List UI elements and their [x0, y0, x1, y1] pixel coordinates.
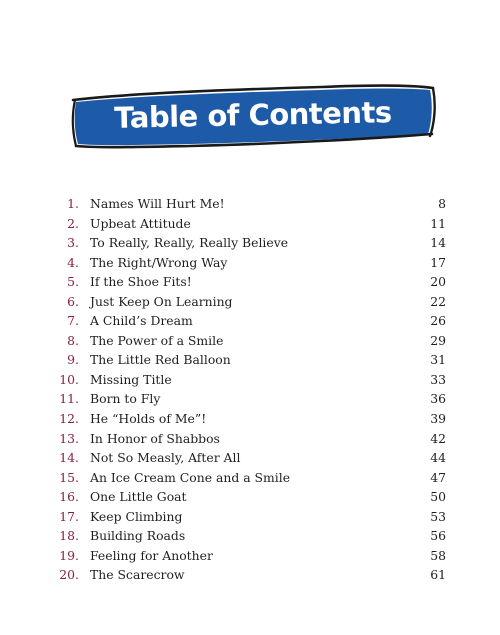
toc-entry-number: 13. — [59, 430, 79, 446]
toc-entry-page: 44 — [430, 450, 446, 466]
toc-entry[interactable] — [56, 409, 446, 429]
toc-entry[interactable] — [56, 350, 446, 370]
toc-entry-page: 42 — [430, 430, 446, 446]
title-banner — [70, 84, 436, 150]
toc-entry[interactable] — [56, 526, 446, 546]
toc-entry-title: Feeling for Another — [90, 547, 213, 563]
toc-entry-page: 14 — [430, 235, 446, 251]
toc-entry-page: 39 — [430, 411, 446, 427]
toc-entry-page: 11 — [430, 215, 446, 231]
toc-entry-title: An Ice Cream Cone and a Smile — [90, 469, 291, 485]
toc-entry-number: 12. — [59, 411, 79, 427]
toc-entry-title: The Little Red Balloon — [90, 352, 231, 368]
toc-entry[interactable] — [56, 546, 446, 566]
toc-entry-title: Just Keep On Learning — [90, 293, 233, 309]
table-of-contents — [56, 194, 446, 585]
toc-entry-page: 56 — [430, 528, 446, 544]
toc-entry-number: 1. — [67, 196, 79, 211]
toc-entry[interactable] — [56, 370, 446, 390]
toc-entry-number: 4. — [67, 254, 79, 270]
toc-entry-title: Names Will Hurt Me! — [90, 196, 225, 211]
toc-entry-page: 8 — [438, 196, 446, 211]
toc-entry[interactable] — [56, 448, 446, 468]
toc-entry[interactable] — [56, 487, 446, 507]
page-title: Table of Contents — [113, 95, 392, 135]
toc-entry-page: 29 — [430, 332, 446, 348]
toc-entry-title: The Power of a Smile — [90, 332, 224, 348]
toc-entry-title: The Scarecrow — [90, 567, 185, 583]
toc-entry-number: 17. — [59, 508, 79, 524]
toc-entry[interactable] — [56, 272, 446, 292]
toc-entry[interactable] — [56, 507, 446, 527]
toc-entry-title: Building Roads — [90, 528, 186, 544]
toc-entry-page: 58 — [430, 547, 446, 563]
toc-entry-number: 20. — [59, 567, 79, 583]
toc-entry[interactable] — [56, 565, 446, 585]
toc-entry-title: Not So Measly, After All — [90, 450, 241, 466]
toc-entry-number: 19. — [59, 547, 79, 563]
toc-entry-page: 50 — [430, 489, 446, 505]
toc-entry-number: 8. — [67, 332, 79, 348]
toc-entry-page: 26 — [430, 313, 446, 329]
toc-entry-number: 16. — [59, 489, 79, 505]
toc-entry[interactable] — [56, 233, 446, 253]
toc-entry[interactable] — [56, 468, 446, 488]
toc-entry-number: 6. — [67, 293, 79, 309]
toc-entry-title: Keep Climbing — [90, 508, 183, 524]
toc-entry[interactable] — [56, 253, 446, 273]
toc-entry-title: The Right/Wrong Way — [90, 254, 228, 270]
toc-entry-title: To Really, Really, Really Believe — [90, 235, 289, 251]
toc-entry-number: 10. — [59, 371, 79, 387]
toc-entry-number: 9. — [67, 352, 79, 368]
toc-entry-title: Upbeat Attitude — [90, 215, 191, 231]
toc-entry[interactable] — [56, 311, 446, 331]
toc-entry[interactable] — [56, 194, 446, 214]
toc-entry[interactable] — [56, 214, 446, 234]
toc-entry-number: 7. — [67, 313, 79, 329]
toc-entry-page: 20 — [430, 274, 446, 290]
toc-entry-number: 11. — [59, 391, 79, 407]
toc-entry-title: One Little Goat — [90, 489, 187, 505]
toc-entry-title: Missing Title — [90, 371, 172, 387]
toc-entry-number: 18. — [59, 528, 79, 544]
toc-entry[interactable] — [56, 292, 446, 312]
toc-entry-page: 61 — [430, 567, 446, 583]
toc-entry-title: In Honor of Shabbos — [90, 430, 220, 446]
toc-entry-page: 36 — [430, 391, 446, 407]
toc-entry-title: He “Holds of Me”! — [90, 411, 207, 427]
toc-entry-title: If the Shoe Fits! — [90, 274, 192, 290]
toc-entry-number: 15. — [59, 469, 79, 485]
toc-entry-number: 3. — [67, 235, 79, 251]
toc-entry-number: 14. — [59, 450, 79, 466]
toc-entry-title: A Child’s Dream — [90, 313, 193, 329]
toc-entry-page: 31 — [430, 352, 446, 368]
toc-entry-number: 2. — [67, 215, 79, 231]
toc-entry-page: 17 — [430, 254, 446, 270]
toc-entry[interactable] — [56, 331, 446, 351]
toc-entry[interactable] — [56, 429, 446, 449]
toc-entry-number: 5. — [67, 274, 79, 290]
toc-entry-page: 33 — [430, 371, 446, 387]
toc-entry-page: 53 — [430, 508, 446, 524]
toc-entry-title: Born to Fly — [90, 391, 161, 407]
toc-entry-page: 22 — [430, 293, 446, 309]
toc-entry-page: 47 — [430, 469, 446, 485]
toc-entry[interactable] — [56, 389, 446, 409]
